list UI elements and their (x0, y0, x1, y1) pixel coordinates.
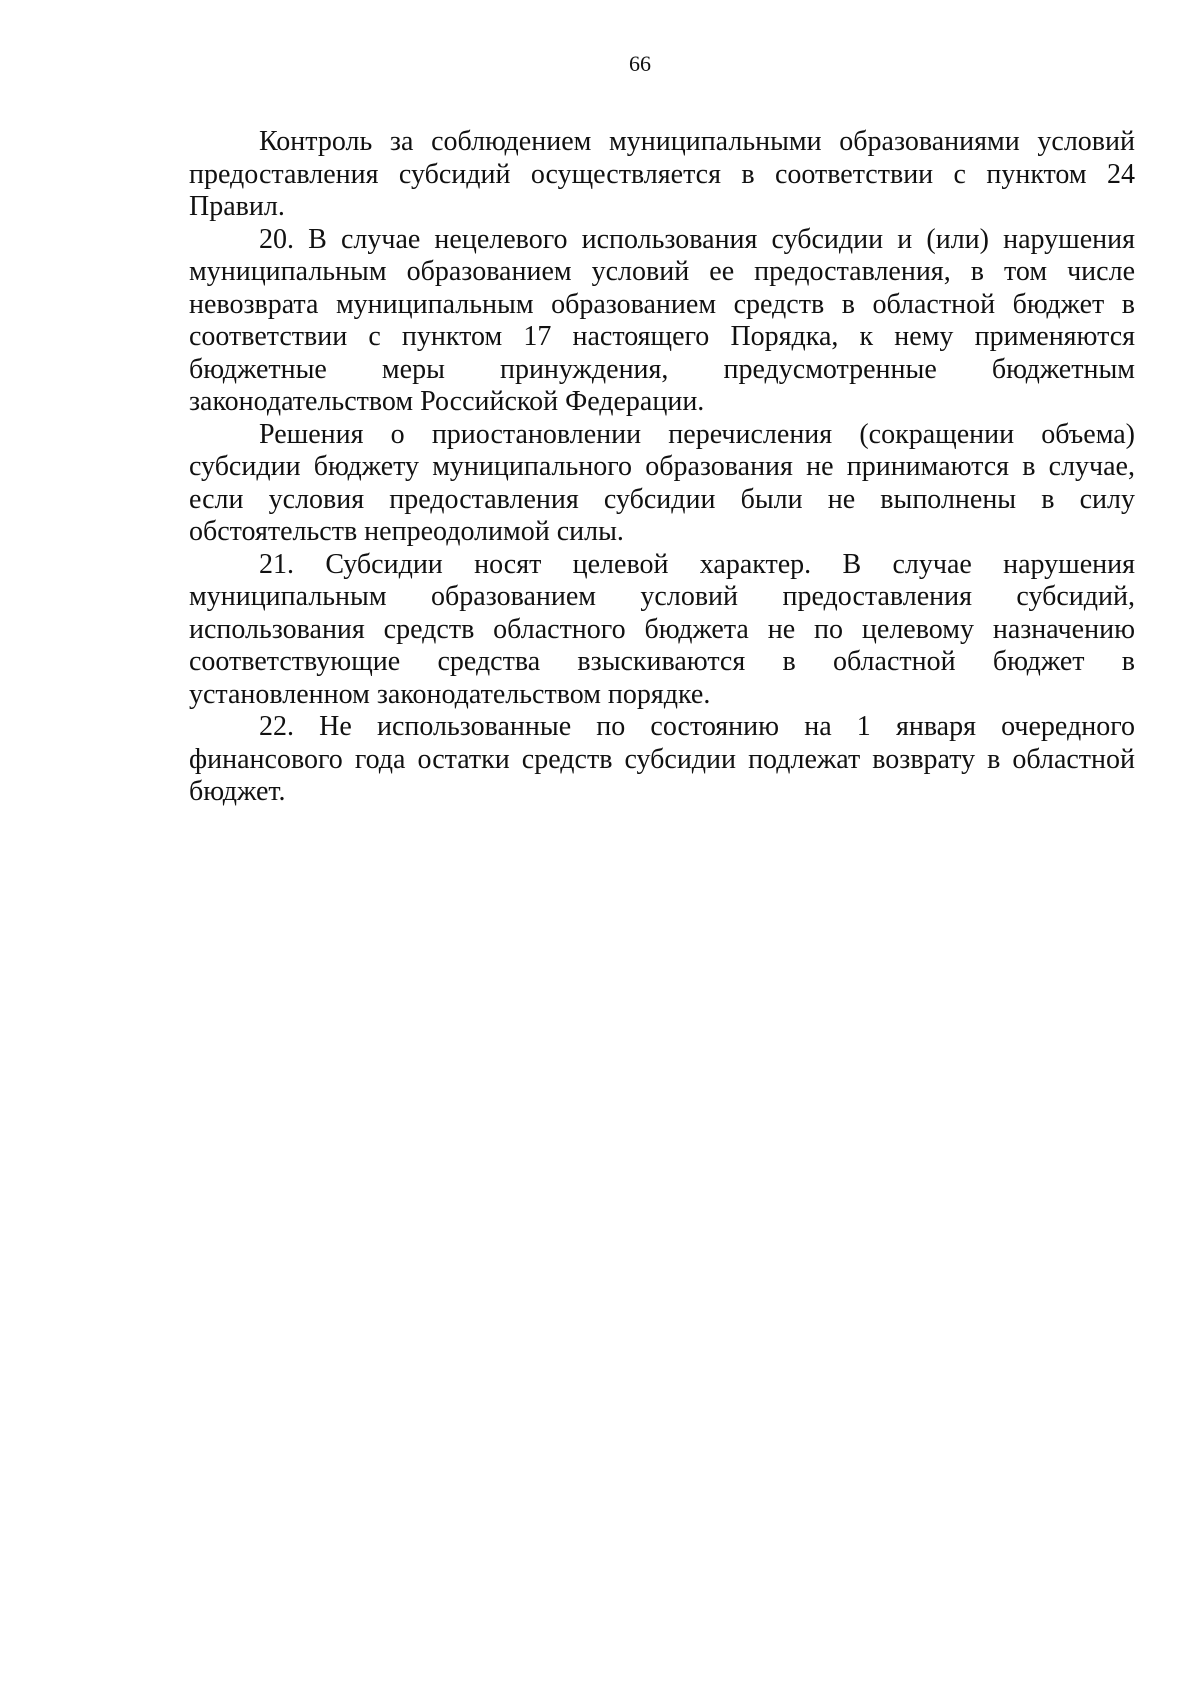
page-number: 66 (629, 51, 651, 76)
paragraph-suspension-decisions: Решения о приостановлении перечисления (сокращении объема) субсидии бюджету муниципального образования не принимаются в случае, если условия предоставления субсидии были не выполнены в силу обстоятельств непреодолимой силы. (189, 418, 1135, 547)
paragraph-item-21: 21. Субсидии носят целевой характер. В случае нарушения муниципальным образованием условий предоставления субсидий, использования средств областного бюджета не по целевому назначению соответствующие средства взыскиваются в областной бюджет в установленном законодательством порядке. (189, 548, 1135, 710)
paragraph-control: Контроль за соблюдением муниципальными образованиями условий предоставления субсидий осуществляется в соответствии с пунктом 24 Правил. (189, 126, 1135, 222)
paragraph-item-22: 22. Не использованные по состоянию на 1 января очередного финансового года остатки средств субсидии подлежат возврату в областной бюджет. (189, 711, 1135, 807)
paragraph-item-20: 20. В случае нецелевого использования субсидии и (или) нарушения муниципальным образованием условий ее предоставления, в том числе невозврата муниципальным образованием средств в областной бюджет в соответствии с пунктом 17 настоящего Порядка, к нему применяются бюджетные меры принуждения, предусмотренные бюджетным законодательством Российской Федерации. (189, 223, 1135, 417)
document-body (189, 126, 1135, 809)
